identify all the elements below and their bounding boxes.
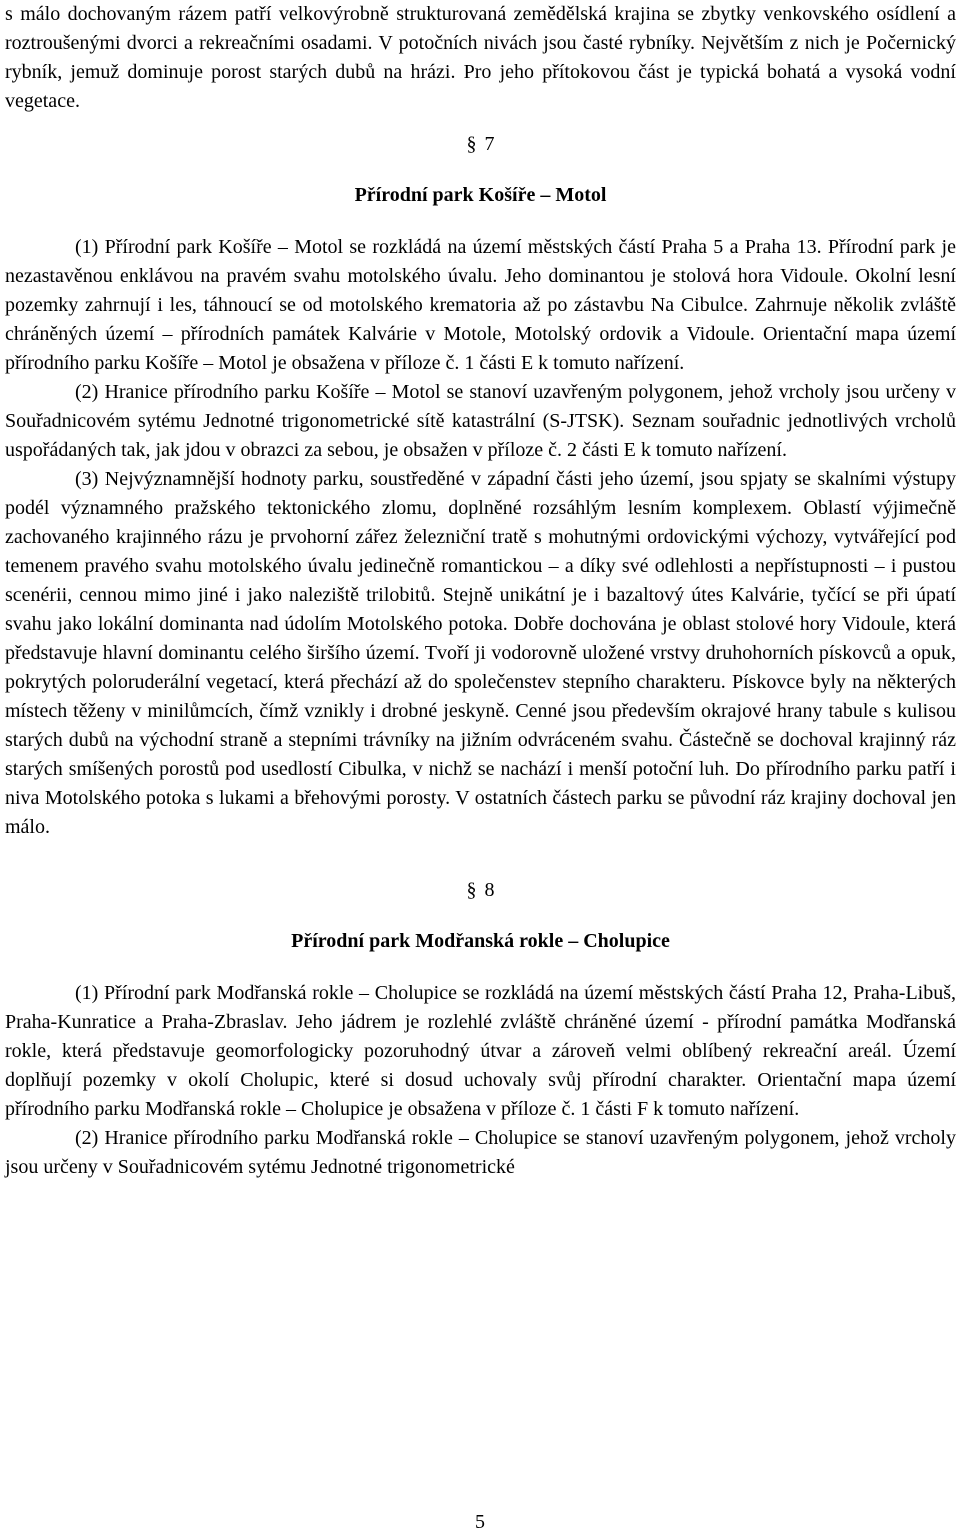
section-7-paragraph-1: (1) Přírodní park Košíře – Motol se rozkládá na území městských částí Praha 5 a Praha 13. Přírodní park je nezastavěnou enklávou na pravém svahu motolského úvalu. Jeho dominantou je stolová hora Vidoule. Okolní lesní pozemky zahrnují i les, táhnoucí se od motolského krematoria až po zástavbu Na Cibulce. Zahrnuje několik zvláště chráněných území – přírodních památek Kalvárie v Motole, Motolský ordovik a Vidoule. Orientační mapa území přírodního parku Košíře – Motol je obsažena v příloze č. 1 části E k tomuto nařízení. [5,236,956,374]
section-8-paragraph-1: (1) Přírodní park Modřanská rokle – Cholupice se rozkládá na území městských částí Praha 12, Praha-Libuš, Praha-Kunratice a Praha-Zbraslav. Jeho jádrem je rozlehlé zvláště chráněné území - přírodní památka Modřanská rokle, která představuje geomorfologicky pozoruhodný útvar a zároveň velmi oblíbený rekreační areál. Území doplňují pozemky v okolí Cholupic, které si dosud uchovaly svůj přírodní charakter. Orientační mapa území přírodního parku Modřanská rokle – Cholupice je obsažena v příloze č. 1 části F k tomuto nařízení. [5,982,956,1120]
section-number: 8 [484,879,495,901]
document-page [5,0,956,1182]
section-8-mark [5,876,956,905]
section-symbol: § [466,879,477,901]
section-7-paragraph-2: (2) Hranice přírodního parku Košíře – Motol se stanoví uzavřeným polygonem, jehož vrcholy jsou určeny v Souřadnicovém sytému Jednotné trigonometrické sítě katastrální (S-JTSK). Seznam souřadnic jednotlivých vrcholů uspořádaných tak, jak jdou v obrazci za sebou, je obsažen v příloze č. 2 části E k tomuto nařízení. [5,381,956,461]
section-8-paragraph-2: (2) Hranice přírodního parku Modřanská rokle – Cholupice se stanoví uzavřeným polygonem, jehož vrcholy jsou určeny v Souřadnicovém sytému Jednotné trigonometrické [5,1127,956,1178]
section-7-title: Přírodní park Košíře – Motol [354,184,607,206]
section-symbol: § [466,133,477,155]
section-8-title: Přírodní park Modřanská rokle – Cholupice [291,930,670,952]
section-number: 7 [484,133,495,155]
page-number: 5 [475,1511,485,1533]
section-7-paragraph-3: (3) Nejvýznamnější hodnoty parku, soustředěné v západní části jeho území, jsou spjaty se skalními výstupy podél významného pražského tektonického zlomu, doplněné rozsáhlým lesním komplexem. Oblastí výjimečně zachovaného krajinného rázu je prvohorní zářez železniční tratě s mohutnými ordovickými výchozy, vytvářející pod temenem pravého svahu motolského úvalu jedinečně romantickou – a díky své odlehlosti a nepřístupnosti – i pustou scenérii, cennou mimo jiné i jako naleziště trilobitů. Stejně unikátní je i bazaltový útes Kalvárie, tyčící se při úpatí svahu jako lokální dominanta nad údolím Motolského potoka. Dobře dochována je oblast stolové hory Vidoule, která představuje hlavní dominantu celého širšího území. Tvoří ji vodorovně uložené vrstvy druhohorních pískovců a opuk, pokrytých poloruderální vegetací, která přechází až do společenstev stepního charakteru. Pískovce byly na některých místech těženy v minilůmcích, čímž vznikly i drobné jeskyně. Cenné jsou především okrajové hrany tabule s kulisou starých dubů na východní straně a stepními trávníky na jižním odvráceném svahu. Částečně se dochoval krajinný ráz starých smíšených porostů pod usedlostí Cibulka, v nichž se nachází i menší potoční luh. Do přírodního parku patří i niva Motolského potoka s lukami a břehovými porosty. V ostatních částech parku se původní ráz krajiny dochoval jen málo. [5,468,956,838]
section-7-mark [5,130,956,159]
intro-paragraph: s málo dochovaným rázem patří velkovýrobně strukturovaná zemědělská krajina se zbytky venkovského osídlení a roztroušenými dvorci a rekreačními osadami. V potočních nivách jsou časté rybníky. Největším z nich je Počernický rybník, jemuž dominuje porost starých dubů na hrázi. Pro jeho přítokovou část je typická bohatá a vysoká vodní vegetace. [5,3,956,112]
